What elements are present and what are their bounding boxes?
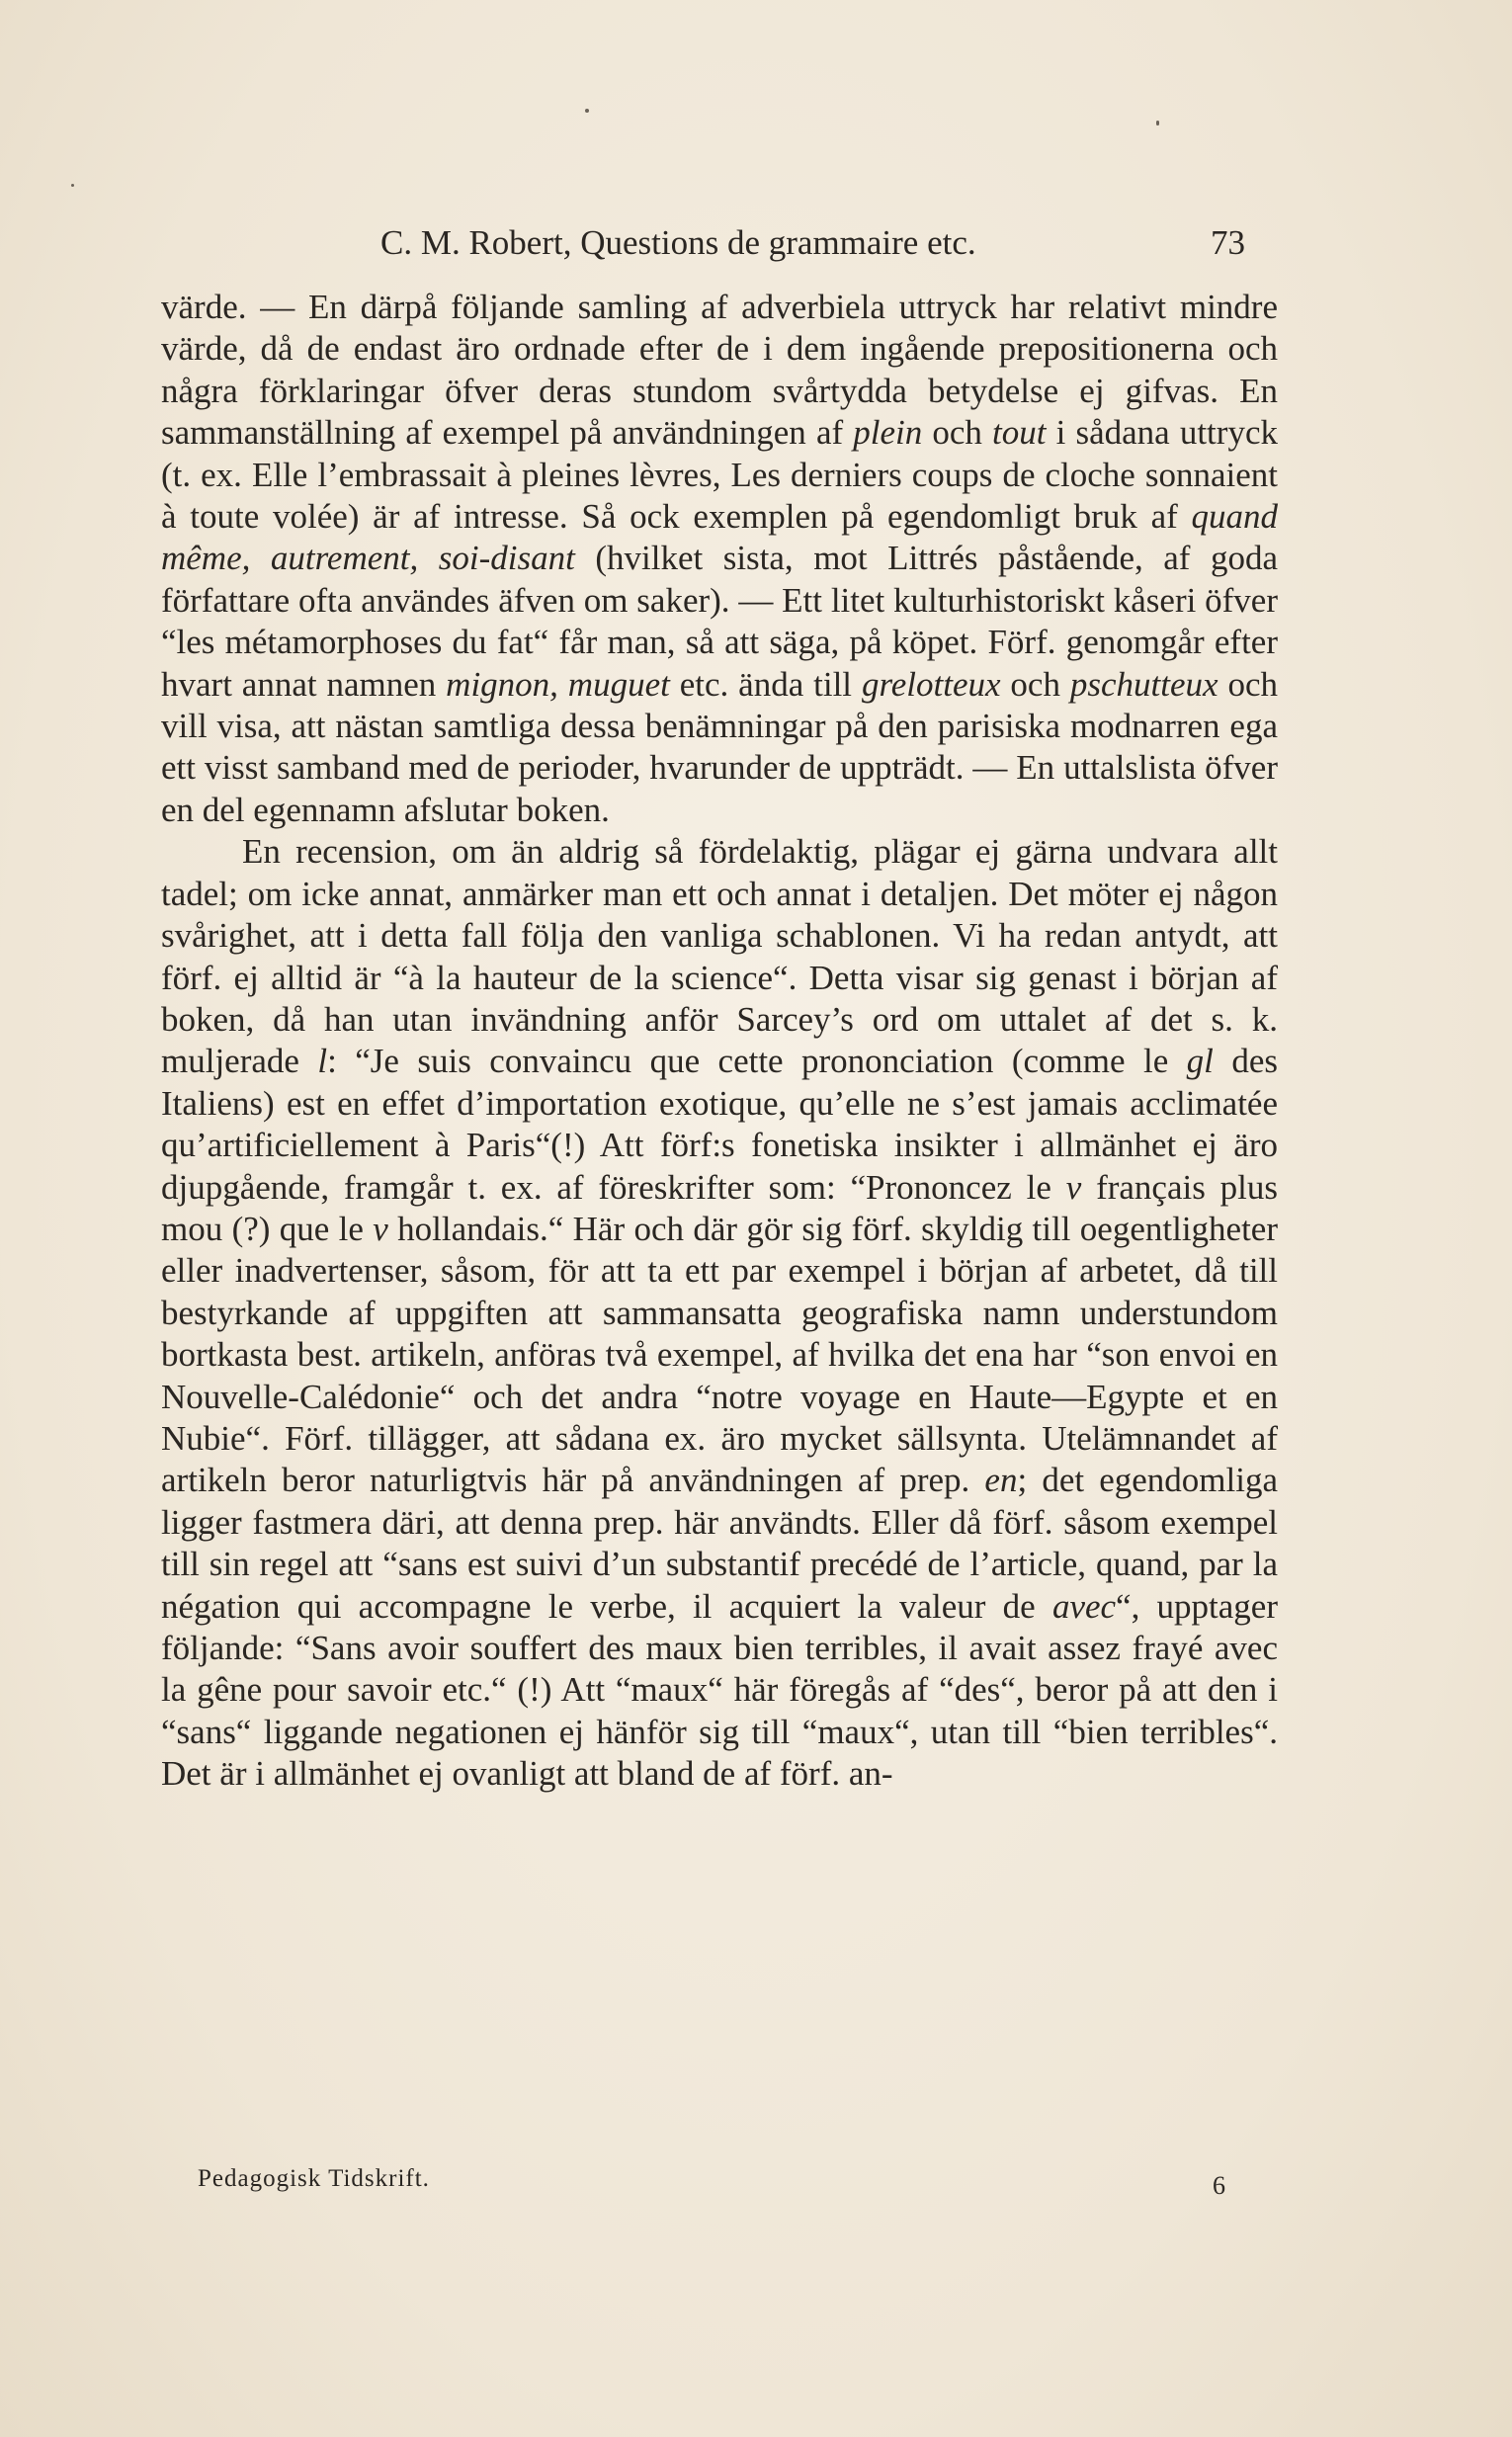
text-run: (hvilket sista, mot Littrés påstående, af goda författare ofta användes äfven om saker). — Ett litet kulturhistoriskt kåseri öfver “les métamorphoses du fat“ får man, så att säga, på köpet. Förf. genomgår efter hvart annat namnen bbox=[161, 539, 1278, 704]
italic-term: grelotteux bbox=[861, 664, 1001, 704]
paragraph-1 bbox=[161, 287, 1278, 831]
italic-term: tout bbox=[992, 413, 1047, 453]
text-run: : “Je suis convaincu que cette prononciation (comme le bbox=[327, 1042, 1187, 1081]
italic-term: mignon, muguet bbox=[446, 664, 670, 704]
text-run: och bbox=[922, 413, 993, 453]
journal-name: Pedagogisk Tidskrift. bbox=[198, 2165, 430, 2192]
italic-term: gl bbox=[1186, 1042, 1214, 1081]
paper-speck bbox=[71, 184, 74, 187]
italic-term: plein bbox=[853, 413, 923, 453]
paper-speck bbox=[585, 109, 589, 113]
signature-mark: 6 bbox=[1213, 2171, 1225, 2200]
text-run: och vill visa, att nästan samtliga dessa benämningar på den parisiska modnarren ega ett visst samband med de perioder, hvarunder de uppträdt. — En uttalslista öfver en del egennamn afslutar boken. bbox=[161, 664, 1278, 829]
text-run: och bbox=[1000, 664, 1070, 704]
text-run: etc. ända till bbox=[669, 664, 862, 704]
running-title: C. M. Robert, Questions de grammaire etc. bbox=[380, 223, 976, 262]
page-footer bbox=[198, 2165, 1225, 2201]
italic-term: v bbox=[373, 1209, 388, 1248]
text-run: En recension, om än aldrig så fördelaktig, plägar ej gärna undvara allt tadel; om icke annat, anmärker man ett och annat i detaljen. Det möter ej någon svårighet, att i detta fall följa den vanliga schablonen. Vi ha redan antydt, att förf. ej alltid är “à la hauteur de la science“. Detta visar sig genast i början af boken, då han utan invändning anför Sarcey’s ord om uttalet af det s. k. muljerade bbox=[161, 832, 1278, 1081]
italic-term: v bbox=[1065, 1167, 1082, 1207]
text-run: värde. — En därpå följande samling af adverbiela uttryck har relativt mindre värde, då de endast äro ordnade efter de i dem ingående prepositionerna och några förklaringar öfver deras stundom svårtydda betydelse ej gifvas. En sammanställning af exempel på användningen af bbox=[161, 288, 1278, 453]
text-run: des Italiens) est en effet d’importation exotique, qu’elle ne s’est jamais acclimatée qu’artificiellement à Paris“(!) Att förf:s fonetiska insikter i allmänhet ej äro djupgående, framgår t. ex. af föreskrifter som: “Prononcez le bbox=[161, 1042, 1278, 1207]
running-header bbox=[380, 223, 1245, 267]
paragraph-2 bbox=[161, 831, 1278, 1795]
text-run: “, upptager följande: “Sans avoir souffert des maux bien terribles, il avait assez frayé avec la gêne pour savoir etc.“ (!) Att “maux“ här föregås af “des“, beror på att den i “sans“ liggande negationen ej hänför sig till “maux“, utan till “bien terribles“. Det är i allmänhet ej ovanligt att bland de af förf. an- bbox=[161, 1586, 1278, 1794]
text-run: i sådana uttryck (t. ex. Elle l’embrassait à pleines lèvres, Les derniers coups de cloche sonnaient à toute volée) är af intresse. Så ock exemplen på egendomligt bruk af bbox=[161, 413, 1278, 537]
text-run: français plus mou (?) que le bbox=[161, 1167, 1278, 1248]
italic-term: quand même, autrement, soi-disant bbox=[161, 497, 1278, 578]
italic-term: l bbox=[317, 1042, 328, 1081]
page-number: 73 bbox=[1211, 223, 1245, 262]
italic-term: en bbox=[984, 1461, 1018, 1500]
italic-term: avec bbox=[1051, 1586, 1117, 1626]
body-text bbox=[161, 287, 1278, 1796]
text-run: ; det egendomliga ligger fastmera däri, att denna prep. här användts. Eller då förf. såsom exempel till sin regel att “sans est suivi d’un substantif precédé de l’article, quand, par la négation qui accompagne le verbe, il acquiert la valeur de bbox=[161, 1461, 1278, 1626]
text-run: hollandais.“ Här och där gör sig förf. skyldig till oegentligheter eller inadvertenser, såsom, för att ta ett par exempel i början af arbetet, då till bestyrkande af uppgiften att sammansatta geografiska namn understundom bortkasta best. artikeln, anföras två exempel, af hvilka det ena har “son envoi en Nouvelle-Calédonie“ och det andra “notre voyage en Haute—Egypte et en Nubie“. Förf. tillägger, att sådana ex. äro mycket sällsynta. Utelämnandet af artikeln beror naturligtvis här på användningen af prep. bbox=[161, 1209, 1278, 1500]
italic-term: pschutteux bbox=[1069, 664, 1218, 704]
paper-speck bbox=[1156, 121, 1159, 126]
